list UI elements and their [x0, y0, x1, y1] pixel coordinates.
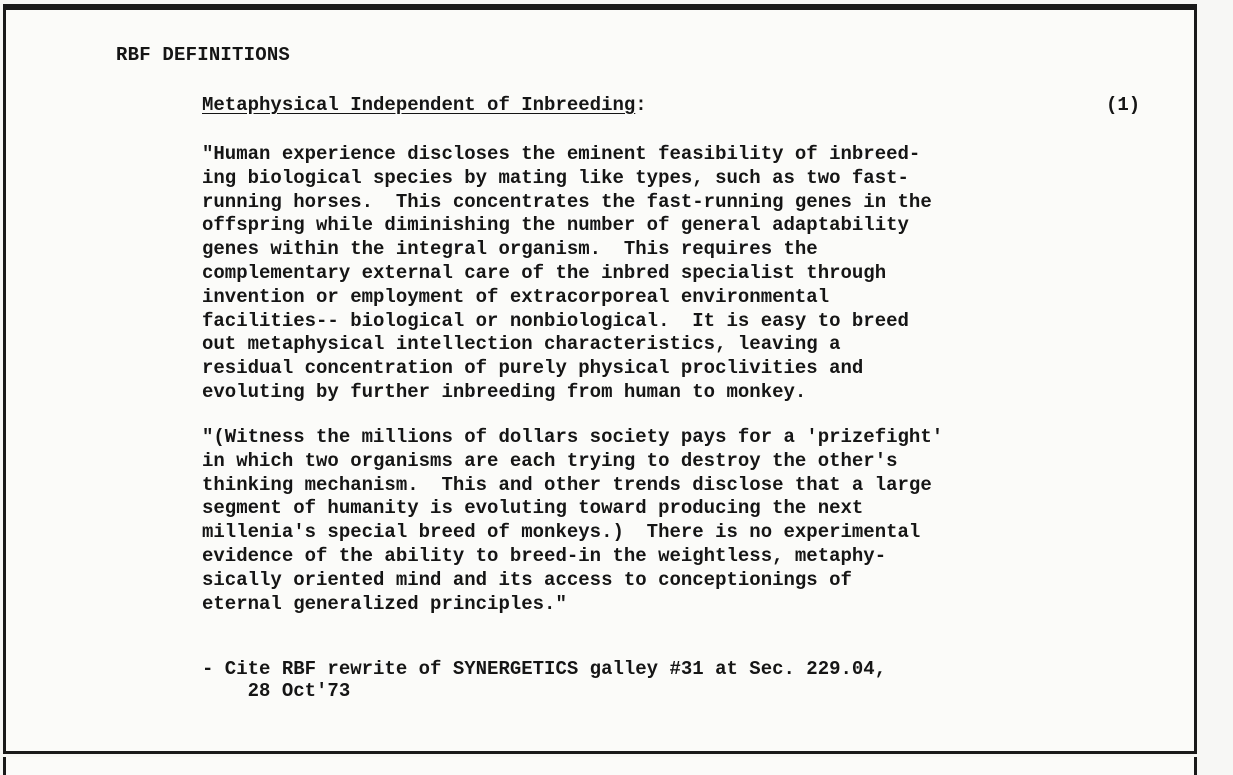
text-line: thinking mechanism. This and other trends disclose that a large	[202, 473, 932, 496]
text-line: facilities-- biological or nonbiological. It is easy to breed	[202, 309, 909, 332]
term-heading	[202, 94, 647, 116]
text-line: out metaphysical intellection characteristics, leaving a	[202, 333, 841, 356]
citation-line: - Cite RBF rewrite of SYNERGETICS galley #31 at Sec. 229.04,	[202, 658, 887, 680]
text-line: evidence of the ability to breed-in the weightless, metaphy-	[202, 544, 887, 567]
text-line: in which two organisms are each trying to destroy the other's	[202, 449, 898, 472]
text-line: "(Witness the millions of dollars society pays for a 'prizefight'	[202, 426, 944, 448]
text-line: millenia's special breed of monkeys.) There is no experimental	[202, 521, 921, 544]
citation	[202, 658, 886, 702]
text-line: running horses. This concentrates the fast-running genes in the	[202, 190, 932, 213]
text-line: "Human experience discloses the eminent feasibility of inbreed-	[202, 143, 921, 165]
text-line: residual concentration of purely physical proclivities and	[202, 357, 864, 380]
next-card-edge	[3, 757, 1197, 775]
term-text: Metaphysical Independent of Inbreeding	[202, 94, 636, 116]
citation-line: 28 Oct'73	[202, 680, 351, 702]
text-line: eternal generalized principles."	[202, 592, 567, 615]
text-line: invention or employment of extracorporeal environmental	[202, 285, 830, 308]
text-line: evoluting by further inbreeding from human to monkey.	[202, 380, 807, 403]
document-header: RBF DEFINITIONS	[116, 44, 291, 66]
term-suffix: :	[635, 94, 647, 116]
text-line: segment of humanity is evoluting toward producing the next	[202, 497, 864, 520]
text-line: sically oriented mind and its access to conceptionings of	[202, 568, 852, 591]
card-number: (1)	[1106, 94, 1141, 116]
text-line: complementary external care of the inbred specialist through	[202, 261, 887, 284]
text-line: offspring while diminishing the number of general adaptability	[202, 214, 909, 237]
text-line: genes within the integral organism. This requires the	[202, 238, 818, 261]
definition-paragraph-1	[202, 143, 932, 405]
text-line: ing biological species by mating like types, such as two fast-	[202, 166, 909, 189]
definition-paragraph-2	[202, 426, 943, 616]
